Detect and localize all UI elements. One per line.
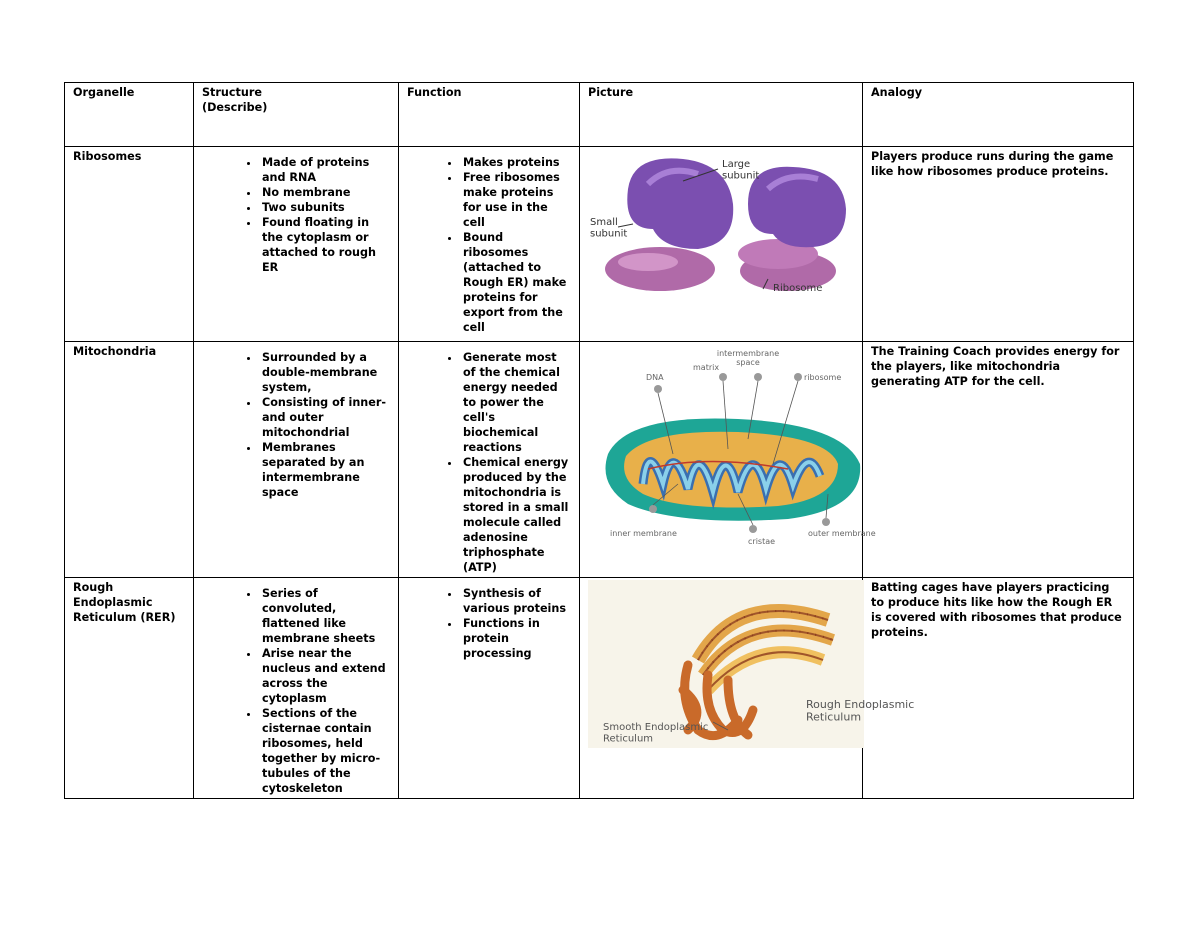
rough-er-label: Rough Endoplasmic [806,698,915,711]
small-subunit-label: Small [590,217,618,228]
organelle-name: Ribosomes [65,147,194,342]
picture-cell [580,578,915,799]
picture-cell [580,342,876,578]
outer-membrane-label: outer membrane [808,529,876,538]
list-item: • Consisting of inner- and outer mitochondrial [260,395,390,440]
function-cell [399,342,580,578]
svg-label-line: subunit [722,170,760,182]
structure-cell [194,578,399,799]
smooth-er-label: Smooth Endoplasmic [603,722,709,733]
matrix-label: matrix [693,363,720,372]
list-item: • Membranes separated by an intermembrane space [260,440,390,500]
mitochondria-illustration [588,344,876,554]
ribosome-label: Ribosome [773,283,823,294]
large-subunit-label: Large [722,159,751,170]
list-item: • Made of proteins and RNA [260,155,390,185]
inner-membrane-label: inner membrane [610,529,677,538]
header-picture: Picture [580,83,863,147]
list-item: • Bound ribosomes (attached to Rough ER) make proteins for export from the cell [461,230,571,335]
list-item: • Makes proteins [461,155,571,170]
header-structure: Structure (Describe) [194,83,399,147]
list-item: • Free ribosomes make proteins for use in the cell [461,170,571,230]
organelle-name: Rough Endoplasmic Reticulum (RER) [65,578,194,799]
list-item: • Arise near the nucleus and extend across the cytoplasm [260,646,390,706]
organelle-table [64,82,1134,799]
cristae-label: cristae [748,537,776,546]
analogy-cell: Batting cages have players practicing to produce hits like how the Rough ER is covered with ribosomes that produce proteins. [863,578,1134,799]
analogy-cell: Players produce runs during the game like how ribosomes produce proteins. [863,147,1134,342]
ribosome-illustration [588,149,858,299]
list-item: • Synthesis of various proteins [461,586,571,616]
organelle-name: Mitochondria [65,342,194,578]
table-row [65,342,1134,578]
header-analogy: Analogy [863,83,1134,147]
svg-text:intermembranespace [717,349,779,367]
svg-label-line: subunit [590,228,628,240]
svg-label-line: space [736,358,760,368]
list-item: • Functions in protein processing [461,616,571,661]
svg-text:Smallsubunit [590,217,627,240]
picture-cell [580,147,863,342]
header-organelle: Organelle [65,83,194,147]
function-cell [399,578,580,799]
ribosome-mito-label: ribosome [804,373,842,382]
list-item: • Surrounded by a double-membrane system, [260,350,390,395]
list-item: • No membrane [260,185,390,200]
header-function: Function [399,83,580,147]
svg-text:Largesubunit [722,159,759,182]
function-cell [399,147,580,342]
dna-label: DNA [646,373,664,382]
structure-cell [194,342,399,578]
list-item: • Found floating in the cytoplasm or attached to rough ER [260,215,390,275]
intermembrane-label: intermembrane [716,349,780,358]
list-item: • Generate most of the chemical energy needed to power the cell's biochemical reactions [461,350,571,455]
table-row [65,578,1134,799]
svg-label-line: Reticulum [603,733,654,745]
list-item: • Two subunits [260,200,390,215]
table-row [65,147,1134,342]
analogy-cell: The Training Coach provides energy for the players, like mitochondria generating ATP for the cell. [863,342,1134,578]
list-item: • Series of convoluted, flattened like membrane sheets [260,586,390,646]
list-item: • Chemical energy produced by the mitochondria is stored in a small molecule called adenosine triphosphate (ATP) [461,455,571,575]
list-item: • Sections of the cisternae contain ribosomes, held together by micro-tubules of the cytoskeleton [260,706,390,796]
er-illustration [588,580,915,748]
svg-label-line: Reticulum [806,710,862,724]
structure-cell [194,147,399,342]
header-row [65,83,1134,147]
